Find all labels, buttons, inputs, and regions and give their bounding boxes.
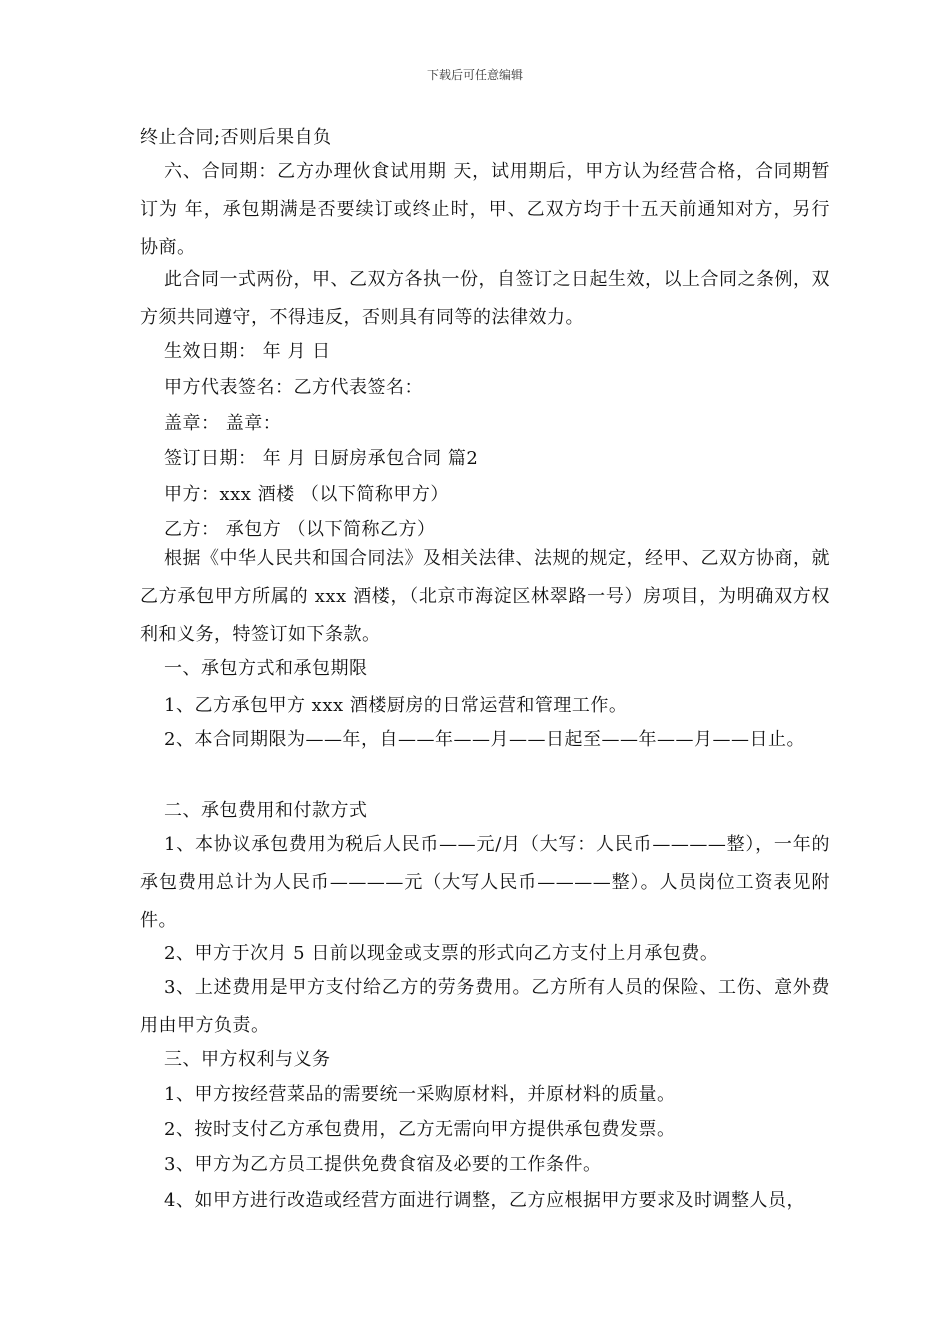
- paragraph: 甲方：xxx 酒楼 （以下简称甲方）: [164, 484, 449, 505]
- section-heading: 三、甲方权利与义务: [164, 1049, 331, 1070]
- paragraph: 4、如甲方进行改造或经营方面进行调整，乙方应根据甲方要求及时调整人员，: [164, 1190, 805, 1211]
- paragraph: 签订日期： 年 月 日厨房承包合同 篇2: [164, 448, 479, 469]
- paragraph: 盖章： 盖章：: [164, 413, 282, 434]
- paragraph: 此合同一式两份，甲、乙双方各执一份，自签订之日起生效，以上合同之条例，双方须共同遵守，不得违反，否则具有同等的法律效力。: [140, 269, 830, 328]
- page-header: 下载后可任意编辑: [426, 68, 523, 82]
- paragraph: 3、甲方为乙方员工提供免费食宿及必要的工作条件。: [164, 1154, 602, 1175]
- paragraph: 1、本协议承包费用为税后人民币——元/月（大写：人民币————整），一年的承包费用总计为人民币————元（大写人民币————整）。人员岗位工资表见附件。: [140, 834, 830, 931]
- paragraph: 3、上述费用是甲方支付给乙方的劳务费用。乙方所有人员的保险、工伤、意外费用由甲方负责。: [140, 977, 830, 1036]
- section-heading: 一、承包方式和承包期限: [164, 658, 368, 679]
- paragraph: 2、按时支付乙方承包费用，乙方无需向甲方提供承包费发票。: [164, 1119, 676, 1140]
- section-heading: 二、承包费用和付款方式: [164, 800, 368, 821]
- paragraph: 六、合同期：乙方办理伙食试用期 天，试用期后，甲方认为经营合格，合同期暂订为 年，承包期满是否要续订或终止时，甲、乙双方均于十五天前通知对方，另行协商。: [140, 161, 830, 258]
- paragraph: 2、甲方于次月 5 日前以现金或支票的形式向乙方支付上月承包费。: [164, 943, 719, 964]
- paragraph: 1、甲方按经营菜品的需要统一采购原材料，并原材料的质量。: [164, 1084, 676, 1105]
- paragraph: 乙方： 承包方 （以下简称乙方）: [164, 519, 436, 540]
- paragraph: 生效日期： 年 月 日: [164, 341, 331, 362]
- paragraph: 根据《中华人民共和国合同法》及相关法律、法规的规定，经甲、乙双方协商，就乙方承包甲方所属的 xxx 酒楼，（北京市海淀区林翠路一号）房项目，为明确双方权利和义务，特签订如下条款。: [140, 548, 830, 645]
- paragraph: 1、乙方承包甲方 xxx 酒楼厨房的日常运营和管理工作。: [164, 695, 628, 716]
- paragraph: 终止合同;否则后果自负: [140, 127, 332, 148]
- paragraph: 甲方代表签名：乙方代表签名：: [164, 377, 423, 398]
- paragraph: 2、本合同期限为——年，自——年——月——日起至——年——月——日止。: [164, 729, 805, 750]
